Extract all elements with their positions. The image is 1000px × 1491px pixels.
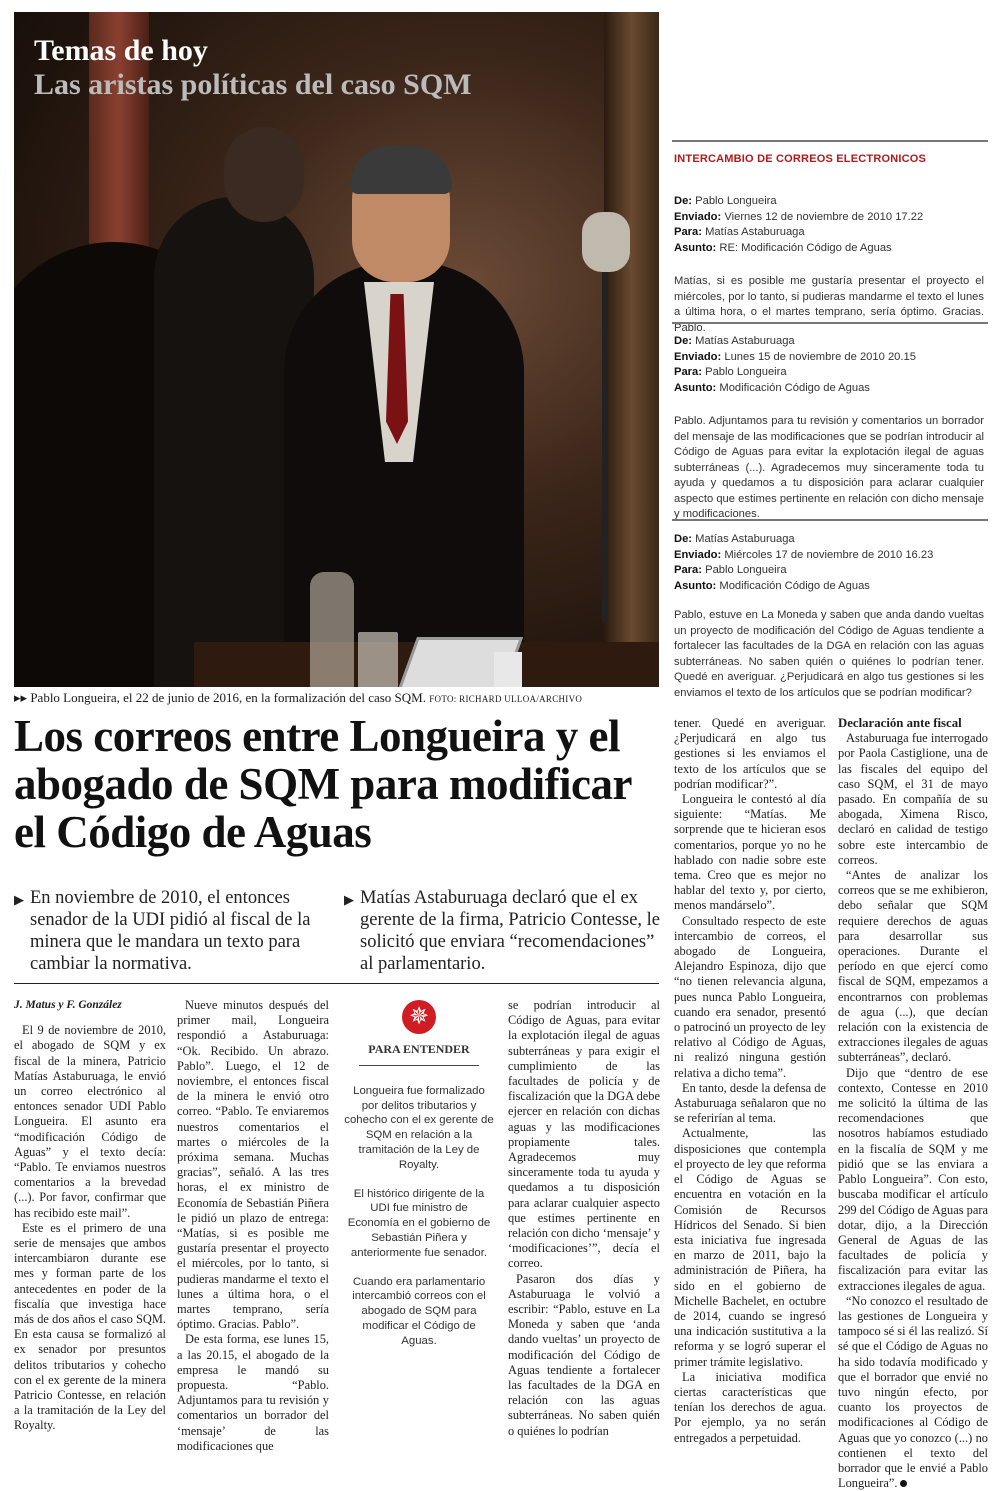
paragraph: Pasaron dos días y Astaburuaga le volvió a escribir: “Pablo, estuve en La Moneda y saben que ‘anda dando vueltas’ un proyecto de modificación del Código de Aguas tendiente a fortalecer las facultades de la DGA en relación con las aguas subterráneas. No saben quién o quiénes lo podrían (508, 1271, 660, 1438)
photo-credit: FOTO: RICHARD ULLOA/ARCHIVO (429, 694, 583, 704)
email-subject-label: Asunto: (674, 579, 717, 592)
paragraph: se podrían introducir al Código de Aguas, para evitar la explotación ilegal de aguas subterráneas y para exigir el cumplimiento de las facultades de policía y de fiscalización que la DGA debe ejercer en relación con dichas aguas y las modificaciones propiamente tales. Agradecemos muy sinceramente toda tu ayuda y quedamos a tu disposición para aclarar cualquier aspecto que estimes pertinente en relación con dicho ‘mensaje’ y ‘modificaciones’”, decía el correo. (508, 998, 660, 1271)
end-mark-icon (900, 1480, 907, 1487)
final-paragraph-text: “No conozco el resultado de las gestiones de Longueira y tampoco sé si él las realizó. Sí sé que el Código de Aguas no ha sido todavía modificado y que el borrador que envié no tuvo ningún efecto, por cuanto los proyectos de modificaciones al Código de Aguas que yo conozco (...) no contienen el texto del borrador que le envié a Pablo Longueira”. (838, 1293, 988, 1491)
email-3 (674, 532, 984, 701)
para-entender-rule (359, 1065, 479, 1066)
para-entender-title: PARA ENTENDER (368, 1042, 470, 1056)
photo-glass (358, 632, 398, 687)
email-from-label: De: (674, 533, 693, 545)
sidebar-divider (672, 322, 988, 324)
section-kicker: Temas de hoy (34, 34, 208, 67)
email-from-label: De: (674, 335, 693, 347)
sidebar-divider (672, 519, 988, 521)
email-subject: Modificación Código de Aguas (719, 579, 870, 592)
lead-photo (14, 12, 659, 687)
email-subject: RE: Modificación Código de Aguas (719, 241, 892, 254)
para-entender-item: Longueira fue formalizado por delitos tributarios y cohecho con el ex gerente de SQM en relación a la tramitación de la Ley de Royalty. (344, 1084, 494, 1171)
byline: J. Matus y F. González (14, 999, 122, 1011)
compass-star-icon: ✵ (402, 1000, 436, 1034)
caption-marker-icon: ▸▸ (14, 690, 28, 705)
paragraph: El 9 de noviembre de 2010, el abogado de SQM y ex fiscal de la minera, Patricio Matías Astaburuaga, le envió un correo electrónico al entonces senador UDI Pablo Longueira. El asunto era “modificación Código de Aguas” y el texto decía: “Pablo. Te enviamos nuestros comentarios a la brevedad (...). Por favor, confirmar que has recibido este mail”. (14, 1023, 166, 1220)
paragraph: tener. Quedé en averiguar. ¿Perjudicará en algo tus gestiones si les enviamos el texto de los artículos que se podrían modificar?”. (674, 716, 826, 791)
article-column-6 (838, 716, 988, 1491)
email-sent-label: Enviado: (674, 548, 722, 561)
deck-text: Matías Astaburuaga declaró que el ex gerente de la firma, Patricio Contesse, le solicitó que enviara “recomendaciones” al parlamentario. (360, 888, 661, 974)
email-to-label: Para: (674, 366, 702, 378)
email-subject: Modificación Código de Aguas (719, 381, 870, 394)
email-from-label: De: (674, 195, 693, 207)
article-column-2 (177, 998, 329, 1454)
email-sent-label: Enviado: (674, 350, 722, 363)
photo-person-main-hair (350, 146, 452, 194)
sidebar-heading: INTERCAMBIO DE CORREOS ELECTRONICOS (674, 153, 927, 165)
deck-arrow-icon: ▶ (14, 892, 24, 907)
email-to: Matías Astaburuaga (705, 226, 805, 238)
email-sidebar (660, 12, 988, 699)
photo-cup (494, 652, 522, 687)
email-2 (674, 334, 984, 523)
headline: Los correos entre Longueira y el abogado de SQM para modificar el Código de Aguas (14, 711, 632, 857)
photo-camera (582, 212, 630, 272)
photo-person-back-head (224, 127, 304, 222)
deck-text: En noviembre de 2010, el entonces senador de la UDI pidió al fiscal de la minera que le mandara un texto para cambiar la normativa. (30, 888, 311, 974)
email-sent: Lunes 15 de noviembre de 2010 20.15 (724, 350, 916, 363)
sidebar-top-rule (672, 140, 988, 142)
paragraph: Nueve minutos después del primer mail, Longueira respondió a Astaburuaga: “Ok. Recibido. Un abrazo. Pablo”. Luego, el 12 de noviembre, el entonces fiscal de la minera le envió otro correo. “Pablo. Te enviaremos nuestros comentarios el martes o miércoles de la próxima semana. Muchas gracias”, señaló. A las tres horas, el ex ministro de Economía de Sebastián Piñera le pidió un plazo de entrega: “Matías, si es posible me gustaría presentar el proyecto el miércoles, por lo tanto, si pudieras mandarme el texto el lunes a última hora, o el martes temprano, sería óptimo. Gracias. Pablo”. (177, 998, 329, 1332)
paragraph: Actualmente, las disposiciones que contempla el proyecto de ley que reforma el Código de Aguas se encuentra en votación en la Comisión de Recursos Hídricos del Senado. Si bien esta iniciativa fue ingresada en marzo de 2011, bajo la administración de Piñera, ha sido en el gobierno de Michelle Bachelet, en octubre de 2014, cuando se ingresó una indicación sustitutiva a la reforma y se logró superar el primer trámite legislativo. (674, 1126, 826, 1369)
email-from: Pablo Longueira (695, 195, 777, 207)
paragraph: De esta forma, ese lunes 15, a las 20.15, el abogado de la empresa le mandó su propuesta. “Pablo. Adjuntamos para tu revisión y comentarios un borrador del ‘mensaje’ de las modificaciones que (177, 1332, 329, 1453)
caption-text: Pablo Longueira, el 22 de junio de 2016, en la formalización del caso SQM. (30, 690, 426, 705)
email-body: Pablo. Adjuntamos para tu revisión y comentarios un borrador del mensaje de las modificaciones que se podrían introducir al Código de Aguas para evitar la explotación ilegal de aguas subterráneas (...). Agradecemos muy sinceramente toda tu ayuda y quedamos a tu disposición para aclarar cualquier aspecto que estimes pertinente en relación con dicho mensaje y modificaciones. (674, 415, 984, 520)
para-entender-item: Cuando era parlamentario intercambió correos con el abogado de SQM para modificar el Código de Aguas. (352, 1275, 486, 1347)
section-kicker-sub: Las aristas políticas del caso SQM (34, 68, 472, 101)
paragraph (838, 1294, 988, 1491)
email-sent-label: Enviado: (674, 210, 722, 223)
email-1 (674, 194, 984, 336)
paragraph: “Antes de analizar los correos que se me exhibieron, debo señalar que SQM requiere derechos de aguas para desarrollar sus operaciones. Durante el período en que ejercí como fiscal de SQM, empezamos a encontrarnos con problemas de agua (...), que decían relación con la existencia de extracciones ilegales de aguas subterráneas”, declaró. (838, 868, 988, 1065)
paragraph: La iniciativa modifica ciertas características que tenían los derechos de agua. Por ejemplo, ya no serán entregados a perpetuidad. (674, 1369, 826, 1445)
para-entender-item: El histórico dirigente de la UDI fue ministro de Economía en el gobierno de Sebastián Piñera y anteriormente fue senador. (347, 1187, 491, 1259)
photo-water-bottle (310, 572, 354, 687)
deck-item (14, 887, 332, 975)
email-from: Matías Astaburuaga (695, 335, 795, 347)
para-entender-box (344, 1000, 494, 1363)
photo-camera-stand (602, 272, 608, 622)
deck-arrow-icon: ▶ (344, 892, 354, 907)
email-from: Matías Astaburuaga (695, 533, 795, 545)
email-to-label: Para: (674, 564, 702, 576)
email-to: Pablo Longueira (705, 564, 787, 576)
subhead: Declaración ante fiscal (838, 716, 962, 730)
email-to: Pablo Longueira (705, 366, 787, 378)
email-subject-label: Asunto: (674, 241, 717, 254)
paragraph: Dijo que “dentro de ese contexto, Contesse en 2010 me solicitó la última de las recomendaciones que nosotros habíamos estudiado en la fiscalía de SQM y me pidió que se las enviara a Pablo Longueira”. Con esto, buscaba modificar el artículo 299 del Código de Aguas para dotar, dijo, a la Dirección General de Aguas de las facultades de policía y fiscalización para evitar las extracciones ilegales de agua. (838, 1065, 988, 1293)
paragraph: Longueira le contestó al día siguiente: “Matías. Me sorprende que te hicieran esos comentarios, porque yo no he hablado con nadie sobre este tema. Creo que es mejor no hablar del texto y, por cierto, menos mandárselo”. (674, 792, 826, 913)
email-subject-label: Asunto: (674, 381, 717, 394)
email-to-label: Para: (674, 226, 702, 238)
email-sent: Viernes 12 de noviembre de 2010 17.22 (724, 210, 924, 223)
paragraph: Este es el primero de una serie de mensajes que ambos intercambiaron durante ese mes y forman parte de los antecedentes en poder de la fiscalía que investiga hace más de dos años el caso SQM. En esta causa se formalizó al ex senador por presuntos delitos tributarios y cohecho con el ex gerente de la minera Patricio Contesse, en relación a la tramitación de la Ley del Royalty. (14, 1220, 166, 1433)
email-body: Matías, si es posible me gustaría presentar el proyecto el miércoles, por lo tanto, si pudieras mandarme el texto el lunes a última hora, o el martes temprano, sería óptimo. Gracias. Pablo. (674, 275, 984, 334)
article-column-1 (14, 998, 166, 1434)
article-column-5 (674, 716, 826, 1446)
email-body: Pablo, estuve en La Moneda y saben que anda dando vueltas un proyecto de modificación del Código de Aguas tendiente a fortalecer las facultades de la DGA en relación con las aguas subterráneas. No saben quién o quiénes lo podrían tener. Quedé en averiguar. ¿Perjudicará en algo tus gestiones si les enviamos el texto de los artículos que se podrían modificar? (674, 609, 984, 699)
photo-lamp (604, 12, 659, 687)
paragraph: Astaburuaga fue interrogado por Paola Castiglione, una de las fiscales del equipo del caso SQM, el 31 de mayo pasado. En compañía de su abogada, Ximena Risco, declaró en calidad de testigo sobre este intercambio de correos. (838, 731, 988, 867)
email-sent: Miércoles 17 de noviembre de 2010 16.23 (724, 548, 934, 561)
paragraph: Consultado respecto de este intercambio de correos, el abogado de Longueira, Alejandro Espinoza, dijo que “no tienen relevancia alguna, pues nunca Pablo Longueira, cuando era senador, presentó o patrocinó un proyecto de ley relativo al Código de Aguas, ni realizó ninguna gestión relativa a dicho tema”. (674, 913, 826, 1080)
photo-caption (14, 690, 659, 706)
paragraph: En tanto, desde la defensa de Astaburuaga señalaron que no se referirían al tema. (674, 1080, 826, 1126)
article-column-4 (508, 998, 660, 1439)
deck-item (344, 887, 660, 975)
deck-rule (14, 983, 659, 984)
